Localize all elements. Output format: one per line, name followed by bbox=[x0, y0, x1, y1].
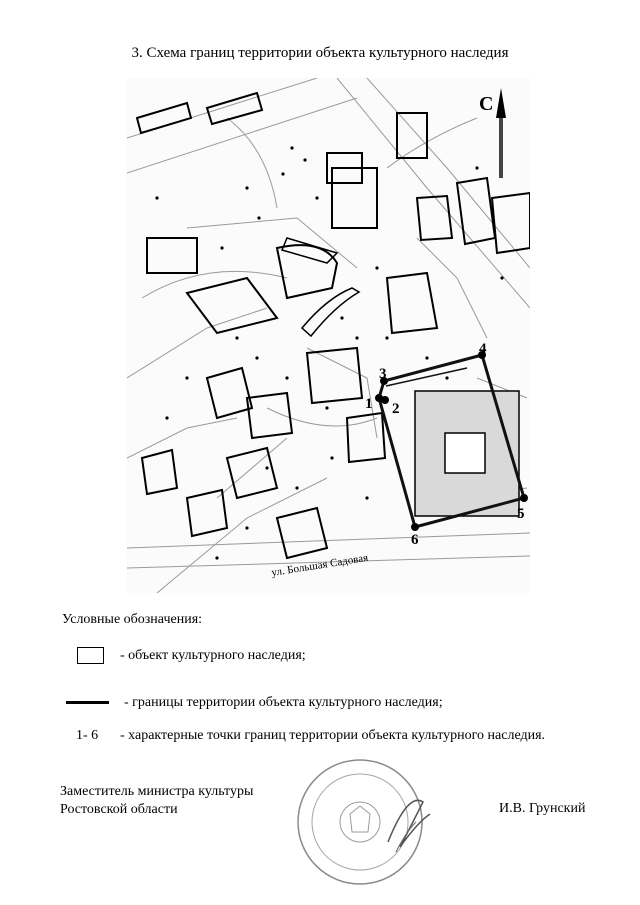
legend-object-symbol bbox=[77, 647, 104, 664]
point-5-label: 5 bbox=[517, 506, 525, 522]
point-6-marker bbox=[411, 523, 419, 531]
legend-boundary-label: - границы территории объекта культурного наследия; bbox=[124, 695, 443, 710]
signatory-name: И.В. Грунский bbox=[499, 801, 586, 816]
handwritten-signature bbox=[388, 800, 430, 847]
site-map bbox=[127, 78, 530, 593]
legend-points-label: - характерные точки границ территории объекта культурного наследия. bbox=[120, 728, 546, 743]
point-2-label: 2 bbox=[392, 401, 400, 417]
point-3-label: 3 bbox=[379, 366, 387, 382]
street-label: ул. Большая Садовая bbox=[270, 551, 369, 579]
point-4-label: 4 bbox=[479, 341, 487, 357]
legend-object-label: - объект культурного наследия; bbox=[120, 648, 306, 663]
map-drawing bbox=[127, 78, 530, 593]
heritage-object-center bbox=[445, 433, 485, 473]
legend-heading: Условные обозначения: bbox=[62, 612, 203, 627]
signatory-position-line1: Заместитель министра культуры bbox=[60, 784, 254, 799]
north-arrow-icon bbox=[479, 88, 506, 178]
page-title: 3. Схема границ территории объекта культурного наследия bbox=[131, 45, 509, 61]
official-seal-stamp bbox=[288, 752, 438, 892]
point-2-marker bbox=[381, 396, 389, 404]
signatory-position-line2: Ростовской области bbox=[60, 802, 178, 817]
signatory-position bbox=[60, 783, 253, 819]
park-paths bbox=[282, 238, 359, 336]
legend-points-range: 1- 6 bbox=[76, 728, 99, 743]
point-1-label: 1 bbox=[365, 396, 373, 412]
north-label: С bbox=[479, 93, 494, 115]
point-5-marker bbox=[520, 494, 528, 502]
point-6-label: 6 bbox=[411, 532, 419, 548]
legend-boundary-symbol bbox=[66, 701, 109, 704]
